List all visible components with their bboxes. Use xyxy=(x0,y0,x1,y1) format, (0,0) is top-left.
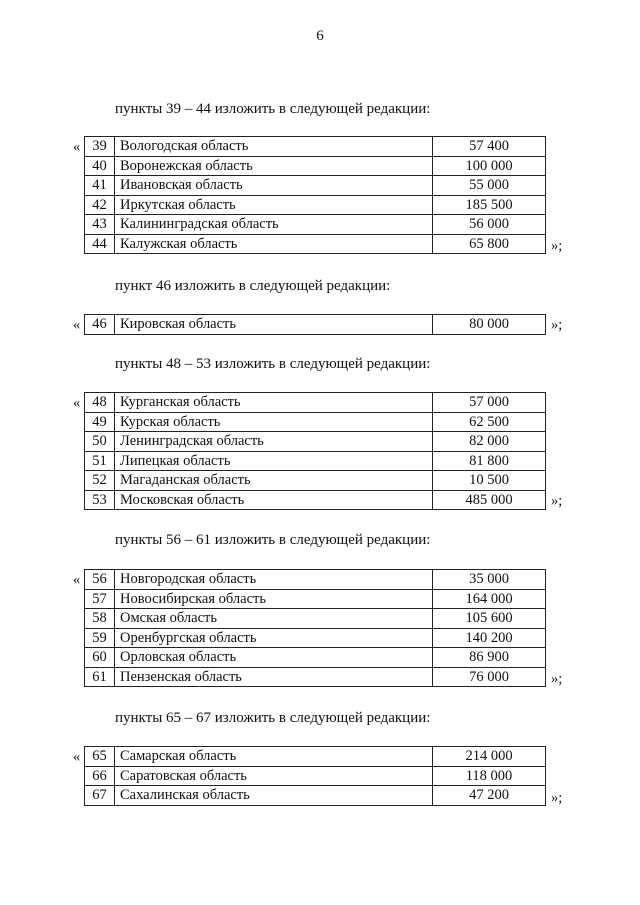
region-name: Воронежская область xyxy=(115,156,433,176)
section-instruction: пункты 39 – 44 изложить в следующей редакции: xyxy=(115,101,431,117)
row-number: 41 xyxy=(85,176,115,196)
region-name: Саратовская область xyxy=(115,766,433,786)
region-value: 100 000 xyxy=(433,156,546,176)
table-row xyxy=(85,156,546,176)
section-instruction: пункты 65 – 67 изложить в следующей редакции: xyxy=(115,710,431,726)
region-table xyxy=(84,569,546,687)
region-value: 76 000 xyxy=(433,667,546,687)
region-value: 164 000 xyxy=(433,589,546,609)
table-row xyxy=(85,215,546,235)
table-row xyxy=(85,609,546,629)
row-number: 61 xyxy=(85,667,115,687)
close-quote: »; xyxy=(551,238,563,254)
region-value: 118 000 xyxy=(433,766,546,786)
region-table xyxy=(84,136,546,254)
region-value: 57 000 xyxy=(433,393,546,413)
region-name: Иркутская область xyxy=(115,195,433,215)
row-number: 57 xyxy=(85,589,115,609)
region-name: Липецкая область xyxy=(115,451,433,471)
region-value: 105 600 xyxy=(433,609,546,629)
open-quote: « xyxy=(73,317,81,333)
table-row xyxy=(85,393,546,413)
section-instruction: пункты 56 – 61 изложить в следующей редакции: xyxy=(115,532,431,548)
region-value: 35 000 xyxy=(433,570,546,590)
region-name: Новосибирская область xyxy=(115,589,433,609)
close-quote: »; xyxy=(551,671,563,687)
row-number: 65 xyxy=(85,747,115,767)
region-name: Самарская область xyxy=(115,747,433,767)
region-value: 185 500 xyxy=(433,195,546,215)
region-value: 10 500 xyxy=(433,471,546,491)
row-number: 67 xyxy=(85,786,115,806)
region-name: Оренбургская область xyxy=(115,628,433,648)
table-row xyxy=(85,786,546,806)
region-name: Орловская область xyxy=(115,648,433,668)
region-table xyxy=(84,314,546,335)
table-row xyxy=(85,315,546,335)
open-quote: « xyxy=(73,572,81,588)
table-row xyxy=(85,176,546,196)
open-quote: « xyxy=(73,139,81,155)
table-row xyxy=(85,195,546,215)
table-row xyxy=(85,432,546,452)
region-name: Ленинградская область xyxy=(115,432,433,452)
region-value: 56 000 xyxy=(433,215,546,235)
region-value: 81 800 xyxy=(433,451,546,471)
close-quote: »; xyxy=(551,790,563,806)
region-value: 214 000 xyxy=(433,747,546,767)
close-quote: »; xyxy=(551,317,563,333)
row-number: 53 xyxy=(85,490,115,510)
region-value: 65 800 xyxy=(433,234,546,254)
region-name: Пензенская область xyxy=(115,667,433,687)
region-table xyxy=(84,392,546,510)
region-name: Курганская область xyxy=(115,393,433,413)
region-name: Омская область xyxy=(115,609,433,629)
table-row xyxy=(85,667,546,687)
row-number: 44 xyxy=(85,234,115,254)
region-value: 55 000 xyxy=(433,176,546,196)
table-row xyxy=(85,570,546,590)
row-number: 66 xyxy=(85,766,115,786)
section-instruction: пункт 46 изложить в следующей редакции: xyxy=(115,278,391,294)
row-number: 40 xyxy=(85,156,115,176)
region-name: Калужская область xyxy=(115,234,433,254)
table-row xyxy=(85,747,546,767)
region-value: 86 900 xyxy=(433,648,546,668)
row-number: 60 xyxy=(85,648,115,668)
row-number: 52 xyxy=(85,471,115,491)
row-number: 48 xyxy=(85,393,115,413)
region-name: Калининградская область xyxy=(115,215,433,235)
region-value: 57 400 xyxy=(433,137,546,157)
region-name: Кировская область xyxy=(115,315,433,335)
table-row xyxy=(85,412,546,432)
page-number: 6 xyxy=(316,28,324,44)
section-instruction: пункты 48 – 53 изложить в следующей редакции: xyxy=(115,356,431,372)
row-number: 56 xyxy=(85,570,115,590)
region-name: Новгородская область xyxy=(115,570,433,590)
row-number: 51 xyxy=(85,451,115,471)
row-number: 46 xyxy=(85,315,115,335)
row-number: 43 xyxy=(85,215,115,235)
row-number: 59 xyxy=(85,628,115,648)
close-quote: »; xyxy=(551,493,563,509)
region-value: 47 200 xyxy=(433,786,546,806)
table-row xyxy=(85,451,546,471)
table-row xyxy=(85,471,546,491)
row-number: 39 xyxy=(85,137,115,157)
table-row xyxy=(85,766,546,786)
region-name: Магаданская область xyxy=(115,471,433,491)
region-value: 485 000 xyxy=(433,490,546,510)
open-quote: « xyxy=(73,395,81,411)
table-row xyxy=(85,628,546,648)
region-name: Сахалинская область xyxy=(115,786,433,806)
row-number: 50 xyxy=(85,432,115,452)
row-number: 58 xyxy=(85,609,115,629)
table-row xyxy=(85,234,546,254)
region-value: 140 200 xyxy=(433,628,546,648)
region-name: Курская область xyxy=(115,412,433,432)
table-row xyxy=(85,137,546,157)
table-row xyxy=(85,589,546,609)
region-value: 82 000 xyxy=(433,432,546,452)
region-table xyxy=(84,746,546,806)
table-row xyxy=(85,648,546,668)
row-number: 49 xyxy=(85,412,115,432)
region-value: 62 500 xyxy=(433,412,546,432)
row-number: 42 xyxy=(85,195,115,215)
region-name: Ивановская область xyxy=(115,176,433,196)
region-name: Вологодская область xyxy=(115,137,433,157)
region-name: Московская область xyxy=(115,490,433,510)
table-row xyxy=(85,490,546,510)
open-quote: « xyxy=(73,749,81,765)
region-value: 80 000 xyxy=(433,315,546,335)
